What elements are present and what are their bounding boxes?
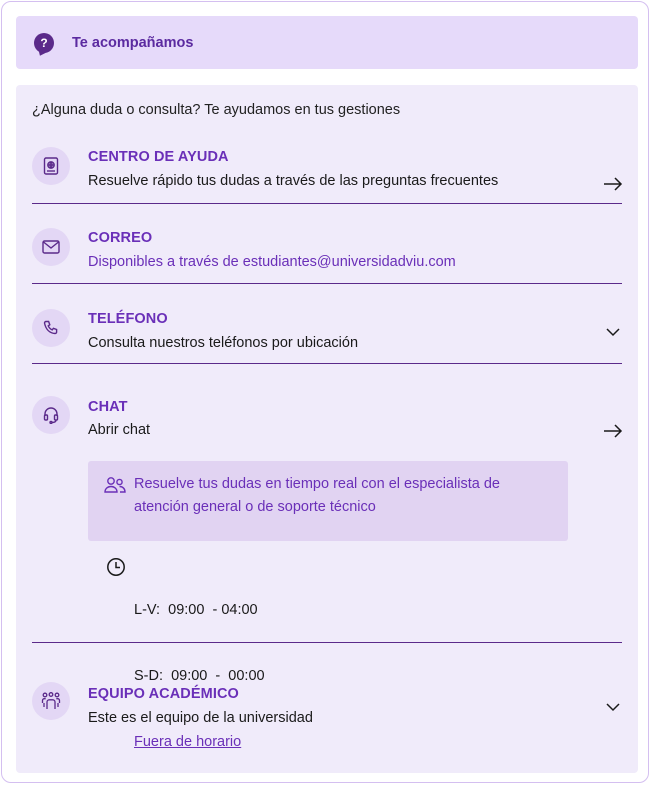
chat-title: CHAT — [88, 399, 128, 415]
phone-icon — [32, 309, 70, 347]
question-bubble-icon: ? — [34, 33, 54, 53]
header-banner — [16, 16, 638, 69]
support-card — [1, 1, 649, 783]
open-chat-link[interactable]: Abrir chat — [88, 422, 151, 438]
divider — [32, 642, 622, 643]
weekday-hours: L-V: 09:00 - 04:00 — [134, 602, 258, 618]
headset-icon — [32, 396, 70, 434]
email-title: CORREO — [88, 230, 153, 246]
chat-info-box — [88, 461, 568, 541]
arrow-right-icon[interactable] — [600, 173, 626, 195]
email-address-link[interactable]: Disponibles a través de estudiantes@universidadviu.com — [88, 254, 456, 270]
chat-info-text: Resuelve tus dudas en tiempo real con el especialista de atención general o de soporte técnico — [134, 476, 500, 515]
arrow-right-icon[interactable] — [600, 420, 626, 442]
help-center-row[interactable] — [32, 147, 622, 203]
divider — [32, 363, 622, 364]
mail-icon — [32, 228, 70, 266]
users-icon — [104, 476, 126, 499]
phone-description: Consulta nuestros teléfonos por ubicación — [88, 335, 359, 351]
intro-text: ¿Alguna duda o consulta? Te ayudamos en tus gestiones — [32, 102, 401, 118]
academic-team-title: EQUIPO ACADÉMICO — [88, 686, 239, 702]
phone-title: TELÉFONO — [88, 311, 168, 327]
phone-row[interactable] — [32, 309, 622, 365]
divider — [32, 283, 622, 284]
help-center-title: CENTRO DE AYUDA — [88, 149, 229, 165]
weekend-hours: S-D: 09:00 - 00:00 — [134, 668, 265, 684]
academic-team-description: Este es el equipo de la universidad — [88, 710, 313, 726]
header-title: Te acompañamos — [72, 34, 194, 51]
chevron-down-icon[interactable] — [600, 321, 626, 343]
help-book-icon — [32, 147, 70, 185]
email-row[interactable] — [32, 228, 622, 284]
academic-team-row[interactable] — [32, 682, 622, 738]
out-of-hours-link[interactable]: Fuera de horario — [134, 734, 242, 750]
chevron-down-icon[interactable] — [600, 696, 626, 718]
help-center-description: Resuelve rápido tus dudas a través de las preguntas frecuentes — [88, 173, 499, 189]
divider — [32, 203, 622, 204]
chat-row[interactable] — [32, 396, 622, 456]
clock-icon — [106, 557, 126, 582]
contact-panel — [16, 85, 638, 773]
team-icon — [32, 682, 70, 720]
